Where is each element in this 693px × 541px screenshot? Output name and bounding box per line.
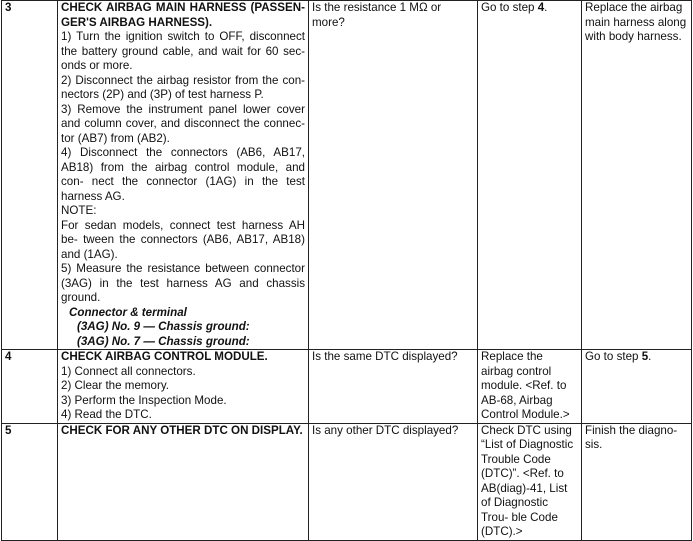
yes-text: Go to step [481,1,538,14]
connector-heading: Connector & terminal [69,305,187,319]
note-label: NOTE: [61,204,97,217]
check-cell: Is the resistance 1 MΩ or more? [309,1,478,350]
procedure-cell [58,423,309,540]
table-row [2,350,692,424]
connector-item: (3AG) No. 9 — Chassis ground: [77,320,250,333]
procedure-line: 3) Perform the Inspection Mode. [61,393,227,407]
table-row [2,1,692,350]
yes-cell [478,1,582,350]
no-cell [582,350,692,424]
no-cell: Replace the airbag main harness along with body harness. [582,1,692,350]
procedure-line: 4) Read the DTC. [61,408,152,421]
procedure-line: 2) Clear the memory. [61,379,170,392]
step-title: CHECK AIRBAG CONTROL MODULE. [61,350,268,363]
no-suffix: . [648,350,652,363]
step-number: 3 [2,1,58,350]
procedure-line: 3) Remove the instrument panel lower cover and column cover, and disconnect the connec- tor (AB7) from (AB2). [61,102,305,145]
diagnostic-procedure-table [1,0,692,541]
step-number: 4 [2,350,58,424]
no-text: Go to step [585,350,642,363]
step-reference: 5 [641,350,649,363]
check-cell: Is any other DTC displayed? [309,423,478,540]
step-title: CHECK AIRBAG MAIN HARNESS (PASSEN- GER'S AIRBAG HARNESS). [61,1,305,29]
procedure-cell [58,1,309,350]
procedure-line: 1) Turn the ignition switch to OFF, disconnect the battery ground cable, and wait for 60 sec- onds or more. [61,30,305,72]
procedure-line: 1) Connect all connectors. [61,364,196,378]
note-text: For sedan models, connect test harness AH be- tween the connectors (AB6, AB17, AB18) and (1AG). [61,218,305,261]
procedure-line: 4) Disconnect the connectors (AB6, AB17, AB18) from the airbag control module, and con- nect the connector (1AG) in the test harness AG. [61,146,305,203]
procedure-line: 2) Disconnect the airbag resistor from the con- nectors (2P) and (3P) of test harness P. [61,73,305,101]
no-cell: Finish the diagno- sis. [582,423,692,540]
step-number: 5 [2,423,58,540]
yes-cell: Replace the airbag control module. <Ref. to AB-68, Airbag Control Module.> [478,350,582,424]
connector-item: (3AG) No. 7 — Chassis ground: [77,334,250,348]
procedure-cell [58,350,309,424]
step-reference: 4 [537,1,545,14]
yes-cell: Check DTC using “List of Diagnostic Trouble Code (DTC)”. <Ref. to AB(diag)-41, List of Diagnostic Trou- ble Code (DTC).> [478,423,582,540]
check-cell: Is the same DTC displayed? [309,350,478,424]
procedure-line: 5) Measure the resistance between connector (3AG) in the test harness AG and chassis ground. [61,262,305,304]
yes-suffix: . [544,1,548,14]
table-row [2,423,692,540]
step-title: CHECK FOR ANY OTHER DTC ON DISPLAY. [61,423,303,437]
